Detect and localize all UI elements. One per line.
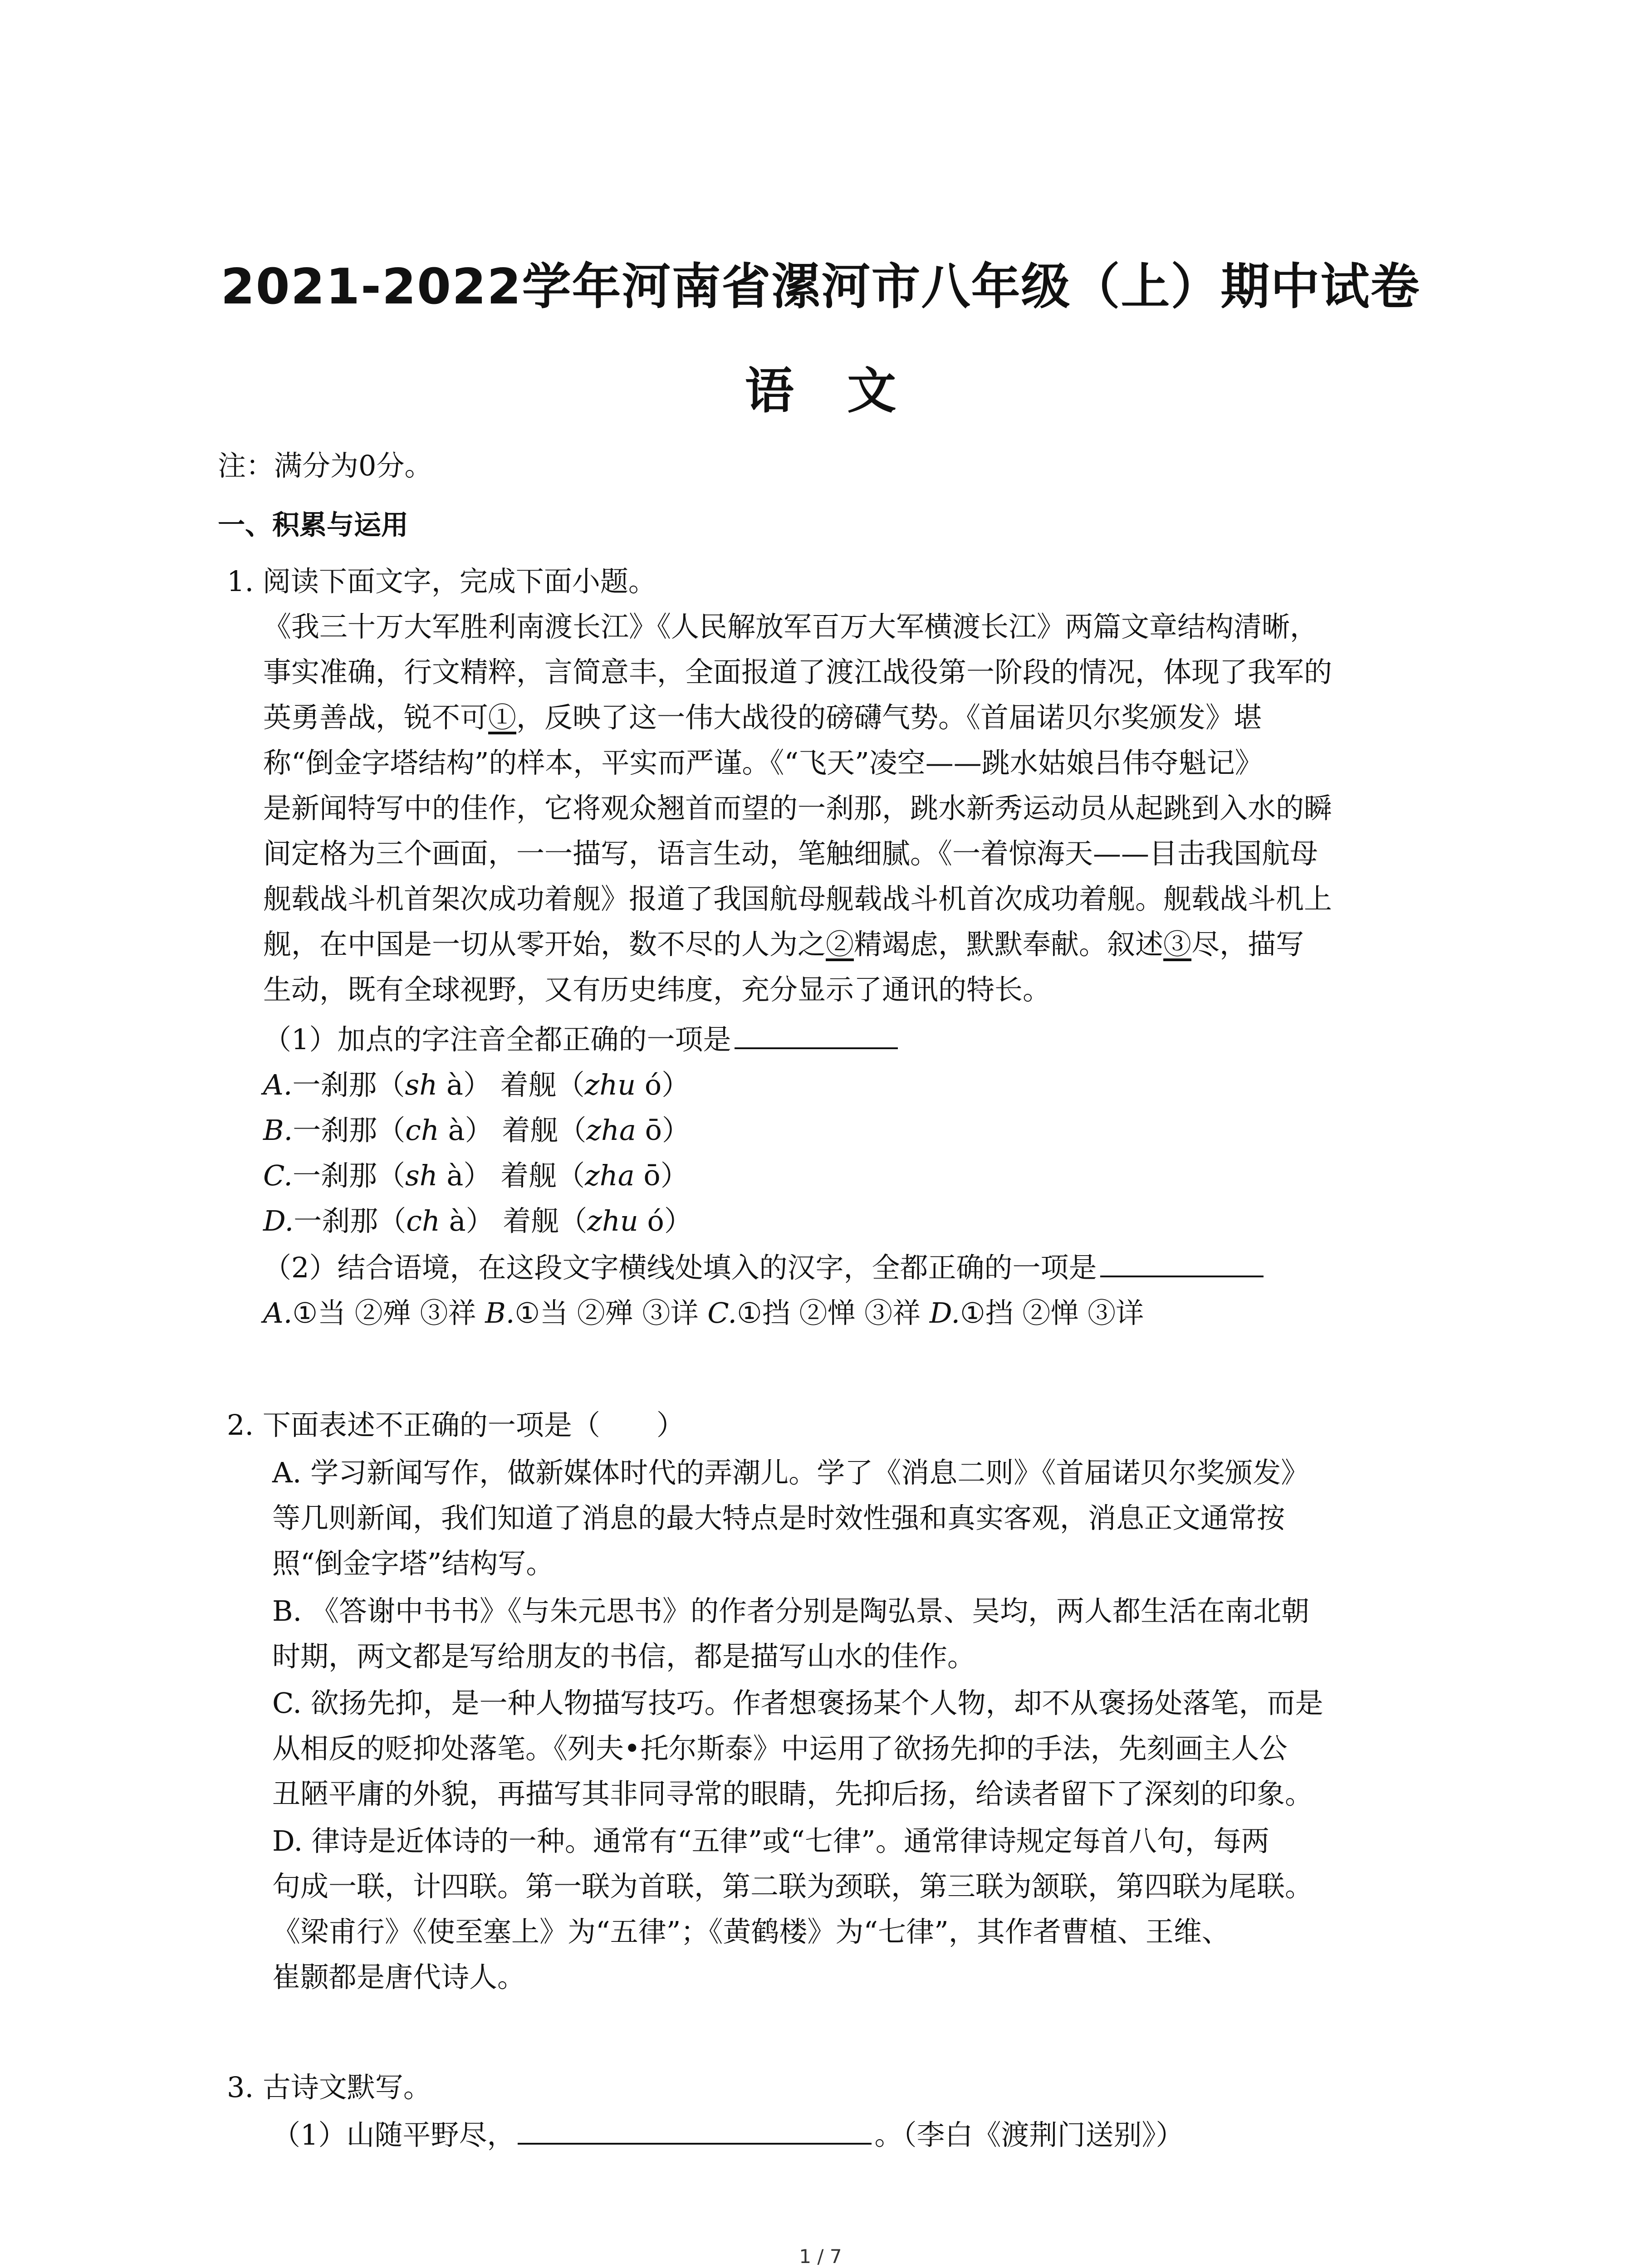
pinyin: zhu: [584, 1068, 636, 1101]
subject-heading: 语 文: [745, 363, 896, 420]
q2-option-line: 照“倒金字塔”结构写。: [272, 1547, 554, 1580]
option-text: ①挡 ②惮 ③详: [960, 1296, 1144, 1330]
option-text: 一刹那（: [292, 1159, 405, 1192]
q1-sub1: [263, 1023, 898, 1056]
pinyin-tone: ō: [645, 1114, 662, 1147]
pinyin-tone: à: [446, 1159, 464, 1192]
passage-text: 尽，描写: [1191, 928, 1304, 961]
option-text: ） 着舰（: [463, 1068, 585, 1101]
option-key: A.: [263, 1296, 293, 1330]
q2-stem: 2. 下面表述不正确的一项是（ ）: [227, 1408, 685, 1442]
passage-text: ，反映了这一伟大战役的磅礴气势。《首届诺贝尔奖颁发》堪: [516, 701, 1262, 734]
option-text: ①挡 ②惮 ③祥: [737, 1296, 930, 1330]
page-title: 2021-2022学年河南省漯河市八年级（上）期中试卷: [220, 259, 1421, 315]
q2-option-line: B. 《答谢中书书》《与朱元思书》的作者分别是陶弘景、吴均，两人都生活在南北朝: [272, 1594, 1309, 1628]
section-heading: 一、积累与运用: [218, 509, 408, 541]
option-key: D.: [929, 1296, 960, 1330]
pinyin: zha: [586, 1114, 636, 1147]
option-text: ①当 ②殚 ③详: [514, 1296, 708, 1330]
answer-blank[interactable]: [735, 1025, 898, 1049]
pinyin-tone: ó: [644, 1068, 662, 1101]
sub-question-text: 。（李白《渡荆门送别》）: [874, 2118, 1184, 2151]
score-note: 注：满分为0分。: [218, 449, 433, 482]
q1-passage-line: 是新闻特写中的佳作，它将观众翘首而望的一刹那，跳水新秀运动员从起跳到入水的瞬: [263, 792, 1332, 825]
option-key: B.: [263, 1114, 293, 1147]
q1-passage-line: [263, 928, 1304, 961]
option-text: ） 着舰（: [465, 1114, 587, 1147]
blank-marker-2: ②: [826, 928, 854, 961]
q2-option-line: 句成一联，计四联。第一联为首联，第二联为颈联，第三联为颔联，第四联为尾联。: [272, 1870, 1313, 1903]
pinyin-tone: à: [448, 1114, 465, 1147]
pinyin: zha: [585, 1159, 635, 1192]
option-text: ）: [661, 1068, 690, 1101]
pinyin-tone: ō: [643, 1159, 661, 1192]
option-text: ）: [661, 1114, 690, 1147]
option-key: C.: [263, 1159, 293, 1192]
q2-option-line: C. 欲扬先抑，是一种人物描写技巧。作者想褒扬某个人物，却不从褒扬处落笔，而是: [272, 1686, 1323, 1720]
option-text: ①当 ②殚 ③祥: [292, 1296, 485, 1330]
q1-passage-line: 舰载战斗机首架次成功着舰》报道了我国航母舰载战斗机首次成功着舰。舰载战斗机上: [263, 882, 1332, 915]
pinyin-tone: à: [446, 1068, 463, 1101]
option-key: B.: [485, 1296, 515, 1330]
q2-option-line: 从相反的贬抑处落笔。《列夫•托尔斯泰》中运用了欲扬先抑的手法，先刻画主人公: [272, 1732, 1288, 1765]
pinyin: sh: [405, 1159, 438, 1192]
page-number: 1 / 7: [799, 2245, 842, 2268]
q1-sub2-options: [263, 1296, 1144, 1330]
q1-passage-line: 间定格为三个画面，一一描写，语言生动，笔触细腻。《一着惊海天——目击我国航母: [263, 837, 1318, 870]
passage-text: 英勇善战，锐不可: [263, 701, 489, 734]
q1-passage-line: [263, 701, 1262, 734]
q1-option-c: [263, 1159, 689, 1193]
option-text: ）: [664, 1204, 692, 1237]
q3-sub1: [272, 2118, 1184, 2152]
q1-passage-line: 生动，既有全球视野，又有历史纬度，充分显示了通讯的特长。: [263, 973, 1051, 1006]
sub-question-text: （1）加点的字注音全都正确的一项是: [263, 1023, 731, 1056]
q2-option-line: 丑陋平庸的外貌，再描写其非同寻常的眼睛，先抑后扬，给读者留下了深刻的印象。: [272, 1777, 1313, 1810]
sub-question-text: （2）结合语境，在这段文字横线处填入的汉字，全都正确的一项是: [263, 1251, 1097, 1284]
option-key: C.: [707, 1296, 737, 1330]
q1-stem: 1. 阅读下面文字，完成下面小题。: [227, 565, 656, 598]
passage-text: 舰，在中国是一切从零开始，数不尽的人为之: [263, 928, 826, 961]
q1-option-b: [263, 1114, 690, 1147]
option-text: 一刹那（: [292, 1068, 405, 1101]
q2-option-line: 《梁甫行》《使至塞上》为“五律”；《黄鹤楼》为“七律”，其作者曹植、王维、: [272, 1915, 1230, 1948]
q2-option-line: D. 律诗是近体诗的一种。通常有“五律”或“七律”。通常律诗规定每首八句，每两: [272, 1824, 1269, 1857]
blank-marker-3: ③: [1163, 928, 1192, 961]
option-text: 一刹那（: [294, 1204, 407, 1237]
q1-passage-line: 事实准确，行文精粹，言简意丰，全面报道了渡江战役第一阶段的情况，体现了我军的: [263, 655, 1332, 689]
pinyin: zhu: [587, 1204, 638, 1237]
passage-text: 精竭虑，默默奉献。叙述: [854, 928, 1164, 961]
q1-sub2: [263, 1251, 1264, 1285]
option-text: ） 着舰（: [463, 1159, 585, 1192]
q2-option-line: A. 学习新闻写作，做新媒体时代的弄潮儿。学了《消息二则》《首届诺贝尔奖颁发》: [272, 1456, 1309, 1489]
q1-passage-line: 称“倒金字塔结构”的样本，平实而严谨。《“飞天”凌空——跳水姑娘吕伟夺魁记》: [263, 746, 1263, 779]
option-key: D.: [263, 1204, 294, 1237]
blank-marker-1: ①: [488, 701, 517, 734]
pinyin: sh: [405, 1068, 438, 1101]
q3-stem: 3. 古诗文默写。: [227, 2071, 431, 2104]
option-text: ） 着舰（: [465, 1204, 588, 1237]
q1-option-d: [263, 1204, 692, 1238]
answer-blank[interactable]: [518, 2120, 872, 2145]
option-key: A.: [263, 1068, 293, 1101]
q2-option-line: 等几则新闻，我们知道了消息的最大特点是时效性强和真实客观，消息正文通常按: [272, 1501, 1285, 1535]
q1-passage-line: 《我三十万大军胜利南渡长江》《人民解放军百万大军横渡长江》两篇文章结构清晰，: [263, 610, 1318, 643]
q2-option-line: 崔颢都是唐代诗人。: [272, 1960, 526, 1994]
option-text: ）: [660, 1159, 689, 1192]
sub-question-text: （1）山随平野尽，: [272, 2118, 515, 2151]
option-text: 一刹那（: [293, 1114, 406, 1147]
q1-option-a: [263, 1068, 690, 1102]
pinyin: ch: [405, 1114, 439, 1147]
answer-blank[interactable]: [1100, 1253, 1264, 1277]
pinyin-tone: à: [449, 1204, 466, 1237]
pinyin: ch: [406, 1204, 440, 1237]
pinyin-tone: ó: [647, 1204, 664, 1237]
q2-option-line: 时期，两文都是写给朋友的书信，都是描写山水的佳作。: [272, 1640, 976, 1673]
